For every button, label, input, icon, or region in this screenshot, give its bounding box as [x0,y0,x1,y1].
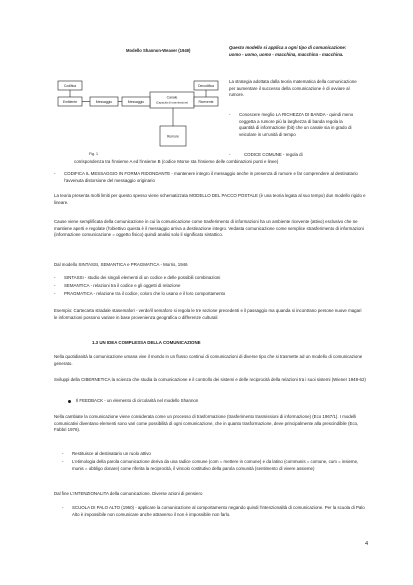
bullet-codifica: CODIFICA IL MESSAGGIO IN FORMA RIDONDANTE - mantenere integro il messaggio anche in presenza di rumore e far comprendere al destinatario l'avvenuta distorsione del messaggio originario [64,171,358,183]
list-dash: - [62,451,64,456]
paragraph-9: Nella cambiate la comunicazione viene considerata come un processo di trasformazione (trasferimento trasmissioni di informazione) (Eco 1967/1). I modelli comunicativi diventano elementi sono vari come possibilità di ogni comunicazione, che in quanto trasformazione, deve principalmente alla prescindibile (Eco, Fabbri 1976). [54,414,359,433]
sender-label: Emittente [62,99,78,104]
list-palo-alto: SCUOLA DI PALO ALTO (1960) - applicare la comunicazione al comportamento negando quindi l'intenzionalità di comunicazione. Per la scuola di Palo Alto è impossibile non comunicare anche attraverso il non è impossibile non farlo. [72,505,365,517]
list-dash: - [54,283,56,288]
right-paragraph-1: Questo modello si applica a ogni tipo di comunicazione: uomo - uomo, uomo - macchina, macchina - macchina. [229,45,347,57]
list-dash: - [54,291,56,296]
list-etimologia: L'etimologia della parola comunicazione deriva da una radice comune (com = mettere in comune) e da latino (communis = comune, cum = insieme, munis = obbligo donare) come riferita la reciprocità, il vincolo costitutivo della parola comunità (sentimento di vivere assieme) [72,459,359,471]
paragraph-5: Dal modello SINTASSI, SEMANTICA e PRAGMATICA - Morris, 1946 [54,262,188,267]
page-number: 4 [365,541,369,547]
bullet-dot [68,400,71,403]
paragraph-6: Esempio: Cartecarta stradale stasemafori - verde/il semaforo si regola le tre sezione precedenti e il passaggio ma quanda si incontrano persone nuove magari le informazioni possono variare in base provenienza geografica o differenze culturali [54,308,362,320]
channel-sublabel: (Capacità di trasmissione) [155,100,189,105]
noise-label: Rumore [166,134,180,139]
list-feedback: Il FEEDBACK - un elemento di circolarità nel modello Shannon [76,398,199,403]
list-dash: - [229,152,231,157]
list-ruolo-attivo: Restituisce al destinatario un ruolo attivo [72,451,151,456]
right-paragraph-2: La strategia adottata dalla teoria matematica della comunicazione per aumentare il successo della comunicazione è di ovviare al rumore. [229,79,357,98]
list-dash: - [62,505,64,510]
list-dash: - [229,112,231,117]
paragraph-8: Sviluppi della CIBERNETICA la scienza che studia la comunicazione e il controllo dei sistemi e delle reciprocità della relazioni tra i suoi sistemi (Wiener 1948-62) [54,377,366,382]
figure-caption: Fig. 1 [89,152,98,156]
list-pragmatica: PRAGMATICA - relazione tra il codice, coloro che lo usano e il loro comportamento [64,291,226,296]
list-dash: - [62,459,64,464]
destination-label: Decodifica [198,83,214,88]
receiver-label: Ricevente [198,99,214,104]
paragraph-4: Cause viene semplificata della comunicazione in cui la comunicazione come trasferimento di informazioni ha un ambiente ricevente (attivo) esclusivo che ne mantiene aperti e regolate (l'obiettivo questa è il messaggio arriva a destinazione integro. Vedasta comunicazione come semplice strasferimento di informazioni (informazione comunicazione = oggetto fisico) quindi analisi solo il significato sintattico. [54,219,364,238]
right-bullet-1: Conoscere meglio LA RICHEZZA DI BANDA - quindi meno ceggetta a rumore più la larghezza di banda regola la quantità di informazione (bit) che un canale sia in grado di veicolare in un'unità di tempo [239,112,354,137]
list-semantica: SEMANTICA - relazioni tra il codice e gli oggetti di relazione [64,283,181,288]
paragraph-3: La teoria presenta molti limiti per questo spesso viene schematizzata MODELLO DEL PACCO POSTALE (è una teoria legata al suo tempo) dun modello rigido e lineare. [54,193,366,205]
paragraph-7: Nella quotidianità la comunicazione umana vive il mondo in un flusso continui di comunicazioni di diverse tipo che si trasmette ad un modello di comunicazione generato. [54,354,363,366]
message-out-label: Messaggio [127,99,145,104]
section-heading: 1.3 UN IDEA COMPLESSA DELLA COMUNICAZIONE [92,340,201,345]
right-bullet-2-head: CODICE COMUNE - regola di [244,152,303,157]
figure-title: Modello Shannon-Weaver (1949) [126,48,191,53]
right-bullet-2-tail: corrispondenza tra l'insieme A ed l'insieme B (codice Morse sta l'insieme delle combinazioni punti e linee) [74,159,279,164]
message-in-label: Messaggio [95,99,113,104]
channel-label: Canale [166,95,178,100]
list-sintassi: SINTASSI - studio dei singoli elementi di un codice e delle possibili combinazioni [64,275,221,280]
paragraph-10: Dal fine L'INTENZIONALITA della comunicazione. Diverse azioni di pensiero [54,491,203,496]
list-dash: - [54,171,56,176]
source-label: Codifica [63,83,77,88]
shannon-weaver-diagram [52,44,232,162]
list-dash: - [54,275,56,280]
